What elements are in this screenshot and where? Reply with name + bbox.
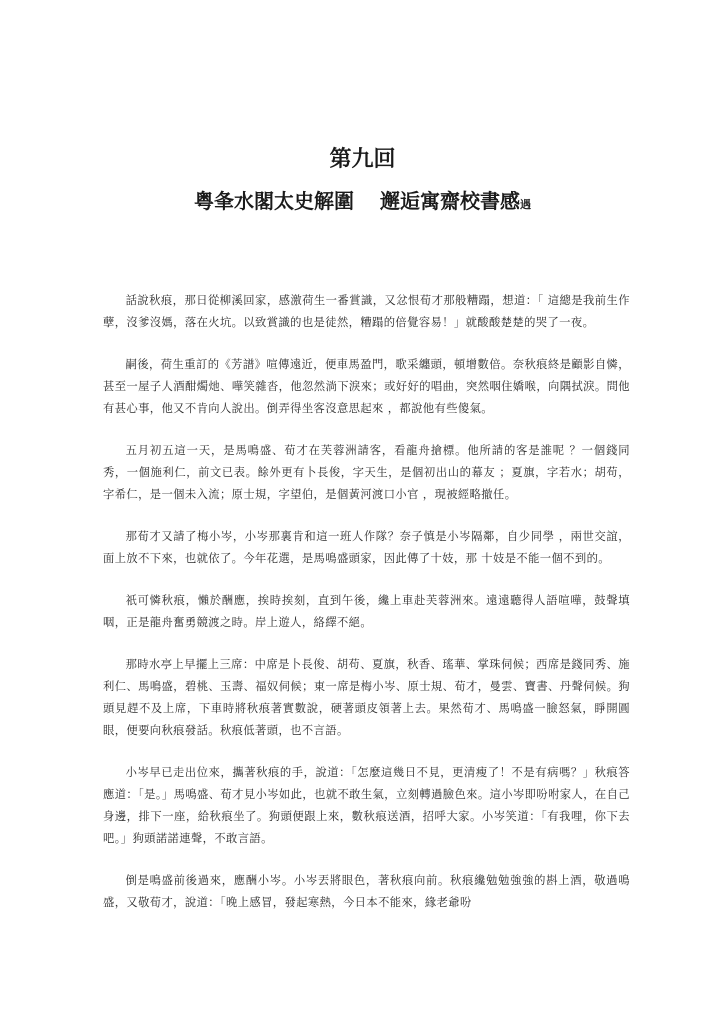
chapter-number: 第九回: [329, 146, 396, 172]
paragraph: 倒是鳴盛前後過來，應酬小岑。小岑丟將眼色，著秋痕向前。秋痕纔勉勉強強的斟上酒，敬過鳴盛，又敬荀才，說道：「晚上感冒，發起寒熱，今日本不能來，緣老爺吩: [103, 874, 630, 909]
paragraph: 那荀才又請了梅小岑，小岑那裏肯和這一班人作隊？奈子慎是小岑隔鄰，自少同學 ，兩世交誼，面上放不下來，也就依了。今年花選，是馬鳴盛頭家，因此傳了十妓，那 十妓是不能一個不到的。: [103, 530, 630, 565]
paragraph: 祇可憐秋痕，懶於酬應，挨時挨刻，直到午後，纔上車赴芙蓉洲來。遠遠聽得人語喧嘩，鼓聲填咽，正是龍舟奮勇競渡之時。岸上遊人，絡繹不絕。: [103, 594, 630, 629]
paragraph: 五月初五這一天，是馬鳴盛、荀才在芙蓉洲請客，看龍舟搶標。他所請的客是誰呢 ？一個錢同秀，一個施利仁，前文已表。餘外更有卜長俊，字天生，是個初出山的幕友 ；夏旗，字若水；胡苟，字希仁，是一個未入流；原士規，字望伯，是個黃河渡口小官 ，現被經略撤任。: [103, 444, 630, 501]
chapter-title: [0, 188, 725, 218]
chapter-title-part2: 邂逅寓齋校書感: [380, 189, 520, 213]
paragraph: 小岑早已走出位來，攜著秋痕的手，說道：「怎麼這幾日不見，更清瘦了！不是有病嗎？」秋痕答應道：「是。」馬鳴盛、荀才見小岑如此，也就不敢生氣，立刻轉過臉色來。這小岑即吩咐家人，在自己身邊，排下一座，給秋痕坐了。狗頭便跟上來，數秋痕送酒，招呼大家。小岑笑道：「有我哩，你下去吧。」狗頭諾諾連聲，不敢言語。: [103, 766, 630, 845]
chapter-body: [103, 290, 630, 934]
paragraph: 那時水亭上早擺上三席：中席是卜長俊、胡苟、夏旗，秋香、瑤華、掌珠伺候；西席是錢同秀、施利仁、馬鳴盛，碧桃、玉壽、福奴伺候；東一席是梅小岑、原士規、荀才，曼雲、寶書、丹聲伺候。狗頭見趕不及上席，下車時將秋痕著實數說，硬著頭皮領著上去。果然荀才、馬鳴盛一臉怒氣，睜開圓眼，便要向秋痕發話。秋痕低著頭，也不言語。: [103, 658, 630, 737]
chapter-title-part1: 粤夆水閣太史解圍: [194, 189, 354, 213]
chapter-title-small-char: 遇: [520, 198, 531, 211]
paragraph: 嗣後，荷生重訂的《芳譜》喧傳遠近，便車馬盈門，歌采纏頭，頓增數倍。奈秋痕終是顧影自憐，甚至一屋子人酒酣燭灺、嘩笑雜沓，他忽然淌下淚來；或好好的唱曲，突然咽住嬌喉，向隅拭淚。問他有甚心事，他又不肯向人說出。倒弄得坐客沒意思起來 ，都說他有些傻氣。: [103, 358, 630, 415]
paragraph: 話說秋痕，那日從柳溪回家，感激荷生一番賞識，又忿恨荀才那般糟蹋，想道：「 這總是我前生作孽，沒爹沒媽，落在火坑。以致賞識的也是徒然，糟蹋的倍覺容易！」就酸酸楚楚的哭了一夜。: [103, 294, 630, 329]
